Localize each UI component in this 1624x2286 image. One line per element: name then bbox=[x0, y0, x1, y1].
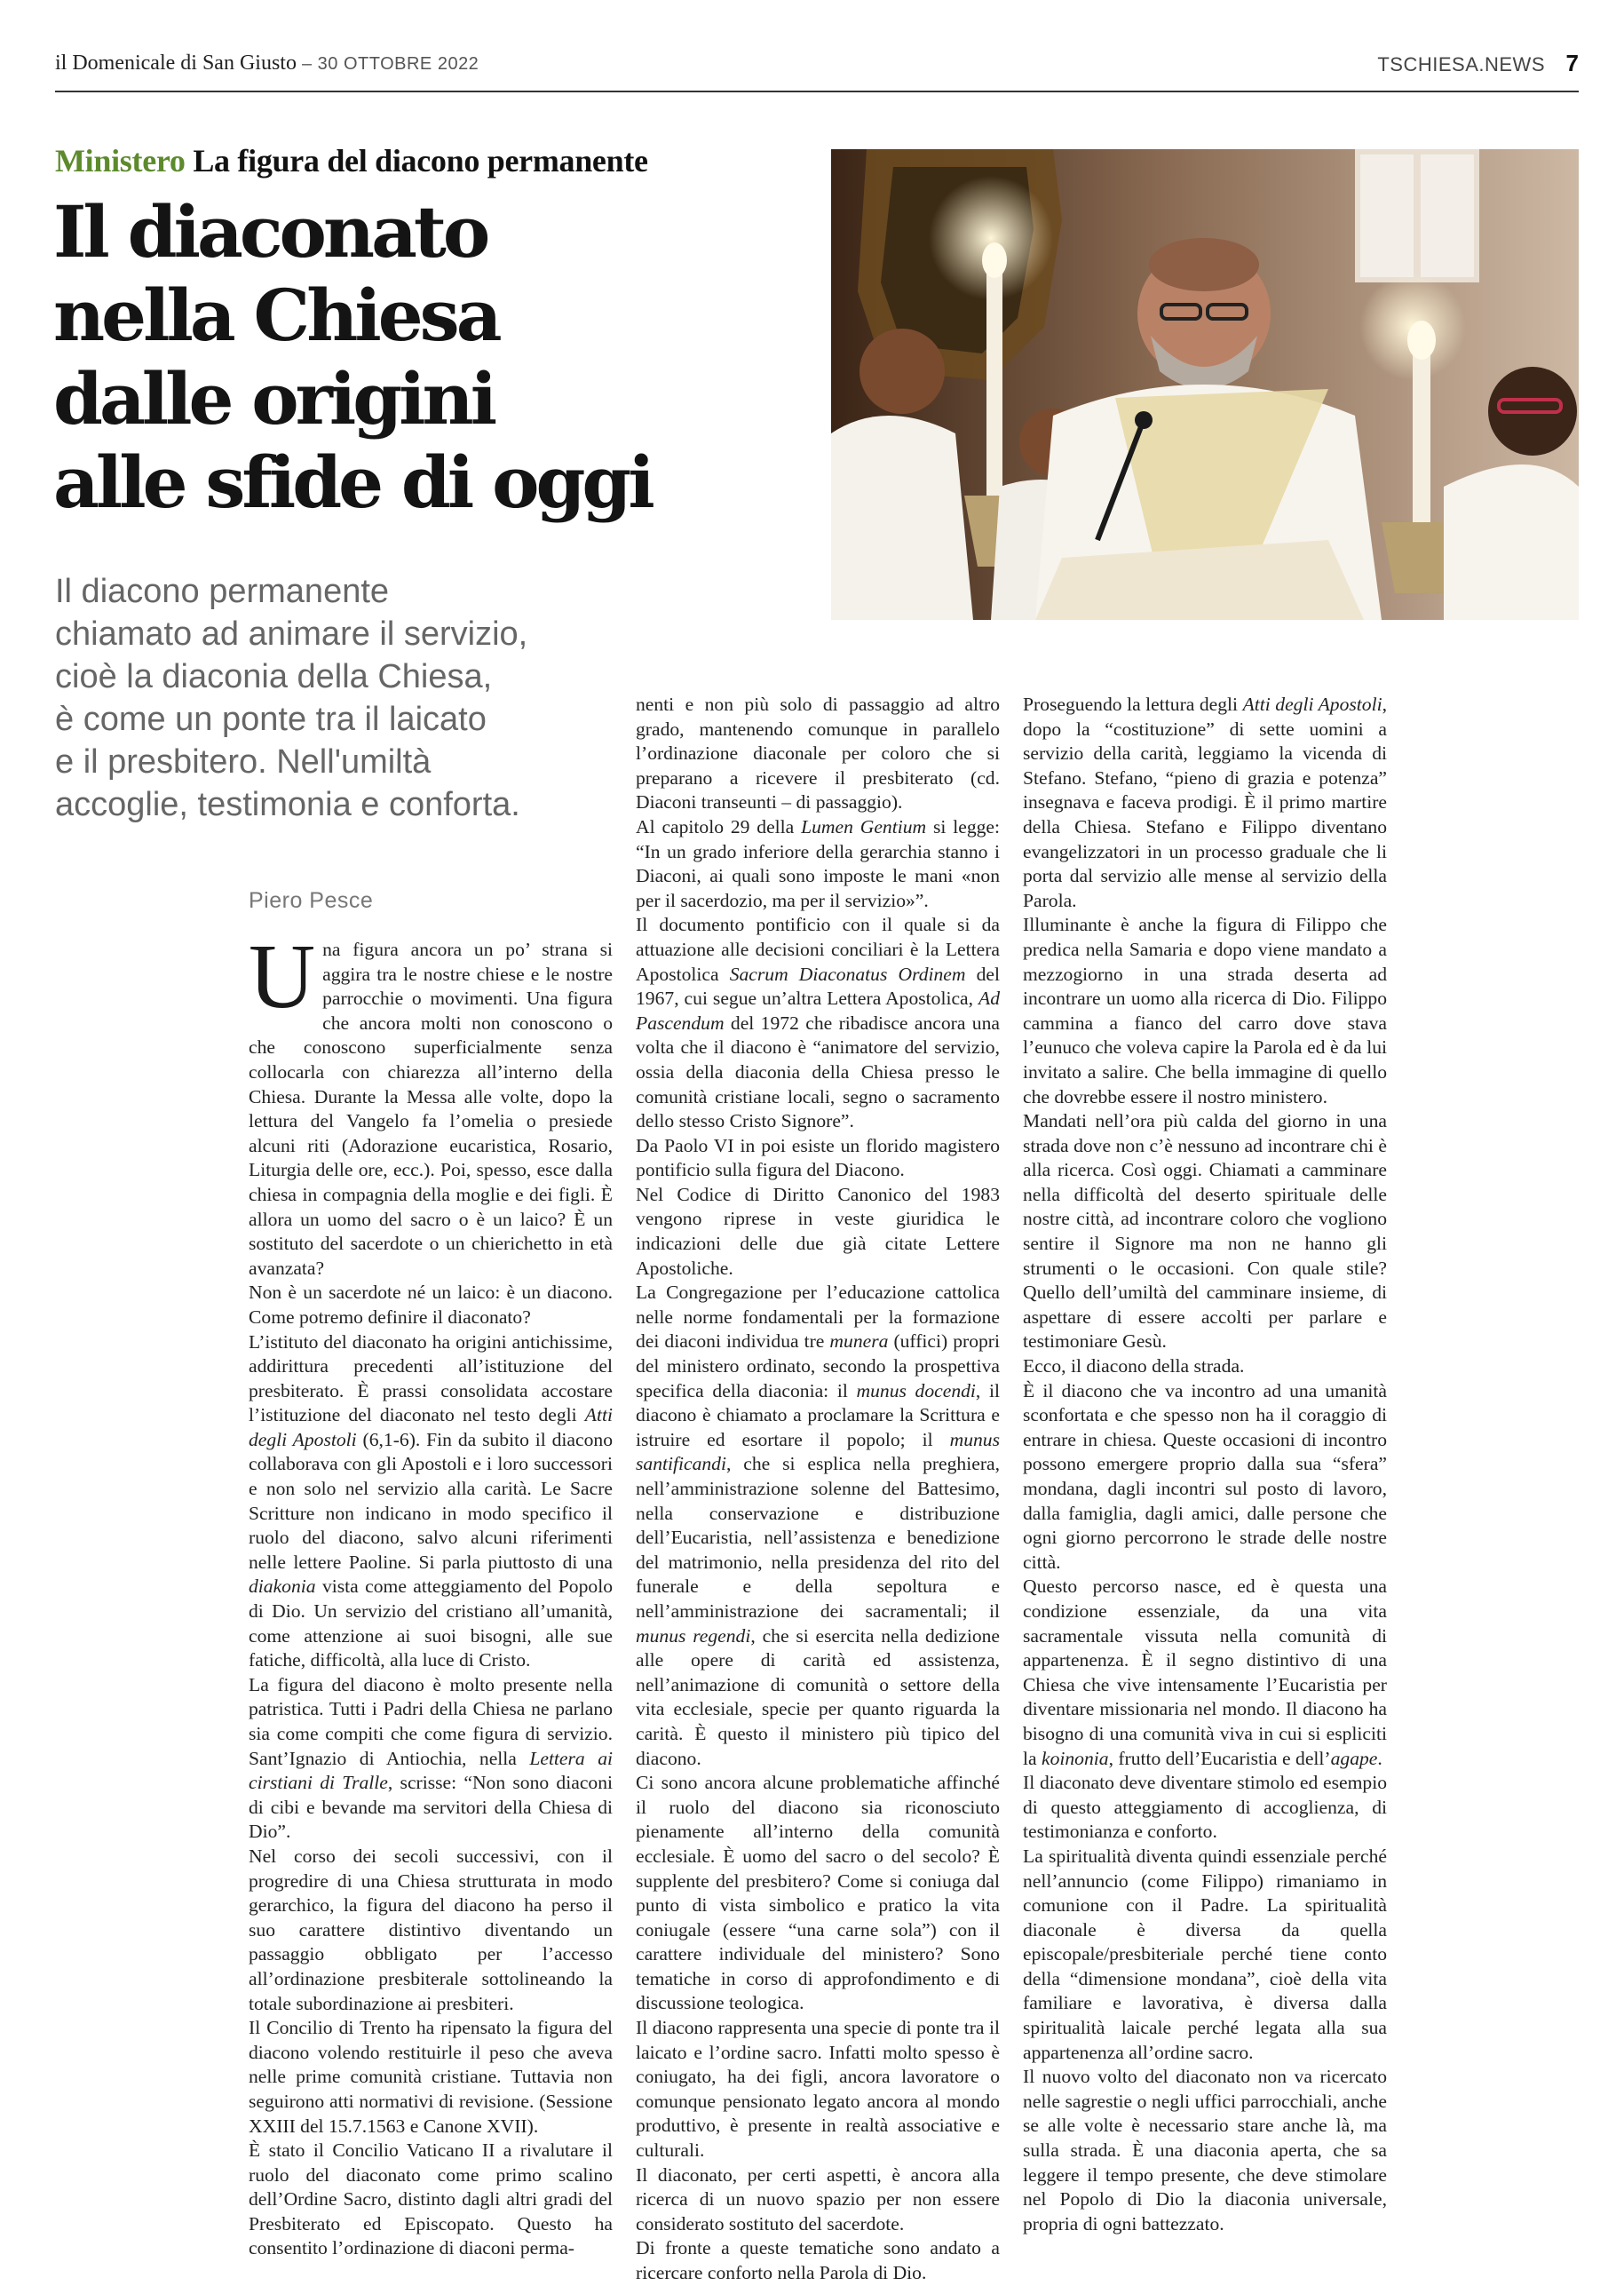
italic-term: munera bbox=[829, 1330, 889, 1353]
text-run: L’istituto del diaconato ha origini antichissime, addirittura precedenti all’istituzione del presbiterato. È prassi consolidata accostare l’istituzione del diaconato nel testo degli bbox=[249, 1330, 613, 1426]
standfirst-line: cioè la diaconia della Chiesa, bbox=[55, 658, 493, 695]
text-run: (uffici) propri del ministero ordinato, secondo la prospettiva specifica della diaconia: il bbox=[636, 1330, 1000, 1401]
paragraph: Da Paolo VI in poi esiste un florido magistero pontificio sulla figura del Diacono. bbox=[636, 1134, 1000, 1181]
paragraph bbox=[249, 1330, 613, 1673]
text-run: del 1972 che ribadisce ancora una volta che il diacono è “animatore del servizio, ossia della diaconia della Chiesa presso le comunità cristiane locali, segno o sacramento dello stesso Cristo Signore”. bbox=[636, 1012, 1000, 1132]
author-byline: Piero Pesce bbox=[249, 888, 374, 913]
standfirst-line: chiamato ad animare il servizio, bbox=[55, 615, 528, 653]
article-photo bbox=[831, 149, 1579, 620]
page-number: 7 bbox=[1565, 50, 1579, 76]
publication-name bbox=[55, 52, 479, 75]
text-run: Il documento pontificio con il quale si da attuazione alle decisioni conciliari è la Lettera Apostolica bbox=[636, 914, 1000, 985]
standfirst-line: accoglie, testimonia e conforta. bbox=[55, 786, 520, 823]
text-run: Questo percorso nasce, ed è questa una condizione essenziale, da una vita sacramentale vissuta nella comunità di appartenenza. È il segno distintivo di una Chiesa che vive intensamente l’Eucaristia per diventare missionaria nel mondo. Il diacono ha bisogno di una comunità viva in cui si espliciti la bbox=[1023, 1576, 1387, 1769]
italic-term: agape bbox=[1330, 1747, 1378, 1769]
paragraph bbox=[636, 815, 1000, 913]
section-label: Ministero bbox=[55, 143, 186, 179]
paragraph: La spiritualità diventa quindi essenziale perché nell’annuncio (come Filippo) rimaniamo in comunione con il Padre. La spiritualità diaconale è diversa da quella episcopale/presbiteriale perché tiene conto della “dimensione mondana”, cioè della vita familiare e lavorativa, è diversa dalla spiritualità laicale perché legata alla sua appartenenza all’ordine sacro. bbox=[1023, 1845, 1387, 2063]
paragraph: Ecco, il diacono della strada. bbox=[1023, 1355, 1245, 1377]
kicker bbox=[55, 142, 648, 179]
text-run: vista come atteggiamento del Popolo di Dio. Un servizio del cristiano all’umanità, come attenzione ai suoi bisogni, alle sue fatiche, difficoltà, alla luce di Cristo. bbox=[249, 1576, 613, 1671]
paragraph bbox=[1023, 1575, 1387, 1771]
paragraph: Il diaconato, per certi aspetti, è ancora alla ricerca di un nuovo spazio per non essere considerato sostituto del sacerdote. bbox=[636, 2163, 1000, 2234]
italic-term: diakonia bbox=[249, 1576, 316, 1598]
text-run: , frutto dell’Eucaristia e dell’ bbox=[1108, 1747, 1331, 1769]
paragraph: Il Concilio di Trento ha ripensato la figura del diacono volendo restituirle il peso che aveva nelle prime comunità cristiane. Tuttavia non seguirono atti normativi di revisione. (Sessione XXIII del 15.7.1563 e Canone XVII). bbox=[249, 2017, 613, 2137]
text-run: si legge: “In un grado inferiore della gerarchia stanno i Diaconi, ai quali sono imposte le mani «non per il sacerdozio, ma per il servizio»”. bbox=[636, 815, 1000, 911]
text-run: , dopo la “costituzione” di sette uomini a servizio della carità, leggiamo la vicenda di Stefano. Stefano, “pieno di grazia e potenza” insegnava e faceva prodigi. È il primo martire della Chiesa. Stefano e Filippo diventano evangelizzatori in un processo graduale che li porta dal servizio alle mense al servizio della Parola. bbox=[1023, 694, 1387, 911]
headline-line: dalle origini bbox=[53, 357, 495, 441]
italic-term: munus docendi bbox=[856, 1379, 976, 1401]
text-run: , scrisse: “Non sono diaconi di cibi e bevande ma servitori della Chiesa di Dio”. bbox=[249, 1772, 613, 1843]
standfirst-line: è come un ponte tra il laicato bbox=[55, 701, 487, 738]
text-run: (6,1-6). Fin da subito il diacono collaborava con gli Apostoli e i loro successori e non solo nel servizio alla carità. Le Sacre Scritture non indicano in modo specifico il ruolo del diacono, salvo alcuni riferimenti nelle lettere Paoline. Si parla piuttosto di una bbox=[249, 1428, 613, 1573]
headline-line: alle sfide di oggi bbox=[53, 441, 652, 524]
paragraph bbox=[636, 913, 1000, 1133]
text-run: del 1967, cui segue un’altra Lettera Apostolica, bbox=[636, 963, 1000, 1010]
text-run: , che si esercita nella dedizione alle opere di carità ed assistenza, nell’animazione di comunità o settore della vita ecclesiale, specie per quanto riguarda la carità. È questo il ministero più tipico del diacono. bbox=[636, 1624, 1000, 1769]
paragraph bbox=[249, 1673, 613, 1845]
standfirst-line: e il presbitero. Nell'umiltà bbox=[55, 743, 432, 781]
paragraph: Il diaconato deve diventare stimolo ed esempio di questo atteggiamento di accoglienza, di testimonianza e conforto. bbox=[1023, 1772, 1387, 1843]
headline-line: Il diaconato bbox=[53, 190, 487, 274]
paragraph bbox=[636, 1281, 1000, 1771]
italic-term: koinonia bbox=[1041, 1747, 1109, 1769]
headline-line: nella Chiesa bbox=[53, 274, 499, 357]
text-run: . bbox=[1377, 1747, 1382, 1769]
paragraph bbox=[1023, 693, 1387, 913]
paragraph: Il nuovo volto del diaconato non va ricercato nelle sagrestie o negli uffici parrocchiali, anche se alle volte è necessario stare anche là, ma sulla strada. È una diaconia aperta, che sa leggere il tempo presente, che deve stimolare nel Popolo di Dio la diaconia universale, propria di ogni battezzato. bbox=[1023, 2066, 1387, 2234]
paragraph: Illuminante è anche la figura di Filippo che predica nella Samaria e dopo viene mandato a mezzogiorno in una strada deserta ad incontrare un uomo alla ricerca di Dio. Filippo cammina a fianco del carro dove stava l’eunuco che voleva capire la Parola ed è da lui invitato a salire. Che bella immagine di quello che dovrebbe essere il nostro ministero. bbox=[1023, 914, 1387, 1107]
italic-term: munus santificandi bbox=[636, 1428, 1000, 1475]
publication-title: il Domenicale di San Giusto bbox=[55, 52, 297, 75]
paragraph: Mandati nell’ora più calda del giorno in una strada dove non c’è nessuno ad incontrare chi è alla ricerca. Così oggi. Chiamati a camminare nella difficoltà del deserto spirituale delle nostre città, ad incontrare coloro che vogliono sentire il Signore ma non ne hanno gli strumenti o le occasioni. Con quale stile? Quello dell’umiltà del camminare insieme, di aspettare di essere accolti per parlare e testimoniare Gesù. bbox=[1023, 1110, 1387, 1353]
article-column-2 bbox=[636, 693, 1000, 2286]
paragraph: È il diacono che va incontro ad una umanità sconfortata e che spesso non ha il coraggio di entrare in chiesa. Queste occasioni di incontro possono emergere proprio dalla sua “sfera” mondana, dagli incontri sul posto di lavoro, dalla famiglia, dagli amici, dalle persone che ogni giorno percorrono le strade delle nostre città. bbox=[1023, 1379, 1387, 1573]
text-run: La figura del diacono è molto presente nella patristica. Tutti i Padri della Chiesa ne parlano sia come compiti che come figura di servizio. Sant’Ignazio di Antiochia, nella bbox=[249, 1673, 613, 1769]
standfirst bbox=[55, 570, 623, 826]
article-column-3 bbox=[1023, 693, 1387, 2236]
text-run: Al capitolo 29 della bbox=[636, 815, 802, 837]
drop-cap: U bbox=[249, 925, 316, 1028]
standfirst-line: Il diacono permanente bbox=[55, 573, 390, 610]
deacon-reading-photo bbox=[831, 149, 1579, 620]
paragraph: Ci sono ancora alcune problematiche affinché il ruolo del diacono sia riconosciuto pienamente all’interno della comunità ecclesiale. È uomo del sacro o del secolo? È supplente del presbitero? Come si coniuga dal punto di vista simbolico e pratico la vita coniugale (essere “una carne sola”) con il carattere individuale del ministero? Sono tematiche in corso di approfondimento e di discussione teologica. bbox=[636, 1772, 1000, 2014]
page-header bbox=[55, 52, 1579, 92]
text-run: La Congregazione per l’educazione cattolica nelle norme fondamentali per la formazione dei diaconi individua tre bbox=[636, 1282, 1000, 1353]
paragraph: Nel Codice di Diritto Canonico del 1983 vengono riprese in veste giuridica le indicazioni delle due già citate Lettere Apostoliche. bbox=[636, 1183, 1000, 1279]
paragraph: Nel corso dei secoli successivi, con il progredire di una Chiesa strutturata in modo gerarchico, la figura del diacono ha perso il suo carattere distintivo diventando un passaggio obbligato per l’accesso all’ordinazione presbiterale sottolineando la totale subordinazione ai presbiteri. bbox=[249, 1845, 613, 2014]
issue-date: – 30 OTTOBRE 2022 bbox=[301, 54, 479, 74]
paragraph bbox=[249, 925, 613, 1281]
italic-title: Atti degli Apostoli bbox=[249, 1404, 613, 1450]
article-column-1 bbox=[249, 925, 613, 2261]
paragraph: nenti e non più solo di passaggio ad altro grado, mantenendo comunque in parallelo l’ordinazione diaconale per coloro che si preparano a ricevere il presbiterato (cd. Diaconi transeunti – di passaggio). bbox=[636, 694, 1000, 814]
site-url[interactable]: TSCHIESA.NEWS bbox=[1377, 53, 1545, 75]
paragraph: Il diacono rappresenta una specie di ponte tra il laicato e l’ordine sacro. Infatti molto spesso è coniugato, ha dei figli, ancora lavoratore o comunque pensionato legato ancora al mondo produttivo, è presente in realtà associative e culturali. bbox=[636, 2017, 1000, 2162]
paragraph: È stato il Concilio Vaticano II a rivalutare il ruolo del diaconato come primo scalino dell’Ordine Sacro, distinto dagli altri gradi del Presbiterato ed Episcopato. Questo ha consentito l’ordinazione di diaconi perma- bbox=[249, 2139, 613, 2259]
text-run: , il diacono è chiamato a proclamare la Scrittura e istruire ed esortare il popolo; il bbox=[636, 1379, 1000, 1450]
italic-title: Atti degli Apostoli bbox=[1242, 694, 1382, 715]
italic-term: munus regendi bbox=[636, 1624, 751, 1647]
topic-label: La figura del diacono permanente bbox=[193, 143, 648, 179]
paragraph: Di fronte a queste tematiche sono andato a ricercare conforto nella Parola di Dio. bbox=[636, 2237, 1000, 2283]
italic-title: Ad Pascendum bbox=[636, 988, 1000, 1034]
text-run: Proseguendo la lettura degli bbox=[1023, 694, 1243, 715]
italic-title: Sacrum Diaconatus Ordinem bbox=[729, 963, 966, 985]
italic-title: Lumen Gentium bbox=[801, 815, 927, 837]
italic-title: Lettera ai cirstiani di Tralle bbox=[249, 1747, 613, 1794]
paragraph-text: na figura ancora un po’ strana si aggira tra le nostre chiese e le nostre parrocchie o movimenti. Una figura che ancora molti non conoscono o che conoscono superficialmente senza collocarla con chiarezza all’interno della Chiesa. Durante la Messa alle volte, dopo la lettura del Vangelo fa l’omelia o presiede alcuni riti (Adorazione eucaristica, Rosario, Liturgia delle ore, ecc.). Poi, spesso, esce dalla chiesa in compagnia della moglie e dei figli. È allora un uomo del sacro o è un laico? È un sostituto del sacerdote o un chierichetto in età avanzata? bbox=[249, 939, 613, 1279]
paragraph: Non è un sacerdote né un laico: è un diacono. Come potremo definire il diaconato? bbox=[249, 1282, 613, 1328]
text-run: , che si esplica nella preghiera, nell’amministrazione solenne del Battesimo, nella conservazione e distribuzione dell’Eucaristia, nell’assistenza e benedizione del matrimonio, nella presidenza del rito del funerale e della sepoltura e nell’amministrazione dei sacramentali; il bbox=[636, 1453, 1000, 1622]
headline bbox=[53, 190, 790, 524]
